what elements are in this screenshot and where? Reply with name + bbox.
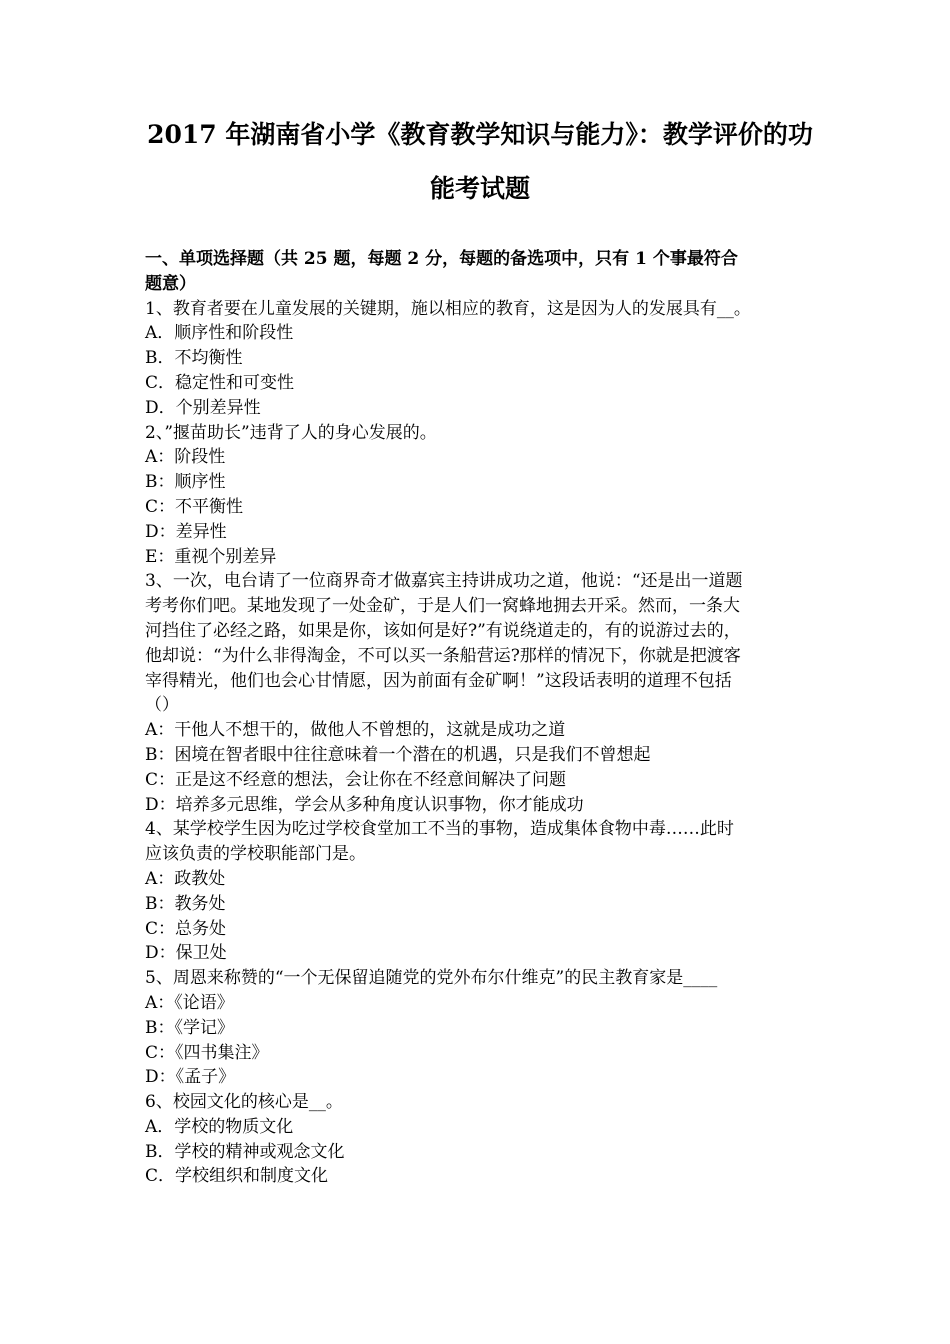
question-stem-line: 应该负责的学校职能部门是。 — [145, 844, 366, 865]
question-stem-line: 5、周恩来称赞的“一个无保留追随党的党外布尔什维克”的民主教育家是____ — [145, 968, 718, 989]
question-content — [145, 247, 813, 1189]
title-line-2: 能考试题 — [429, 174, 530, 203]
answer-option: B：困境在智者眼中往往意味着一个潜在的机遇，只是我们不曾想起 — [145, 744, 651, 765]
answer-option: C：《四书集注》 — [145, 1042, 269, 1063]
answer-option: A：干他人不想干的，做他人不曾想的，这就是成功之道 — [145, 720, 566, 741]
answer-option: B：顺序性 — [145, 472, 226, 493]
answer-option: D：差异性 — [145, 521, 227, 542]
answer-option: A：政教处 — [145, 868, 226, 889]
answer-option: D：保卫处 — [145, 943, 227, 964]
answer-option: A．顺序性和阶段性 — [145, 323, 294, 344]
answer-option: A：阶段性 — [145, 447, 226, 468]
question-stem-line: 他却说：“为什么非得淘金，不可以买一条船营运?那样的情况下，你就是把渡客 — [145, 645, 741, 666]
question-item — [145, 421, 813, 570]
answer-option: A：《论语》 — [145, 992, 234, 1013]
question-item — [145, 817, 813, 966]
answer-option: B：《学记》 — [145, 1017, 234, 1038]
question-stem-line: 2、”揠苗助长”违背了人的身心发展的。 — [145, 422, 437, 443]
answer-option: C：正是这不经意的想法，会让你在不经意间解决了问题 — [145, 769, 567, 790]
answer-option: B：教务处 — [145, 893, 226, 914]
section-heading — [145, 247, 813, 297]
question-stem-line: 3、一次，电台请了一位商界奇才做嘉宾主持讲成功之道，他说：“还是出一道题 — [145, 571, 743, 592]
question-stem-line: （） — [145, 695, 179, 716]
question-stem-line: 河挡住了必经之路，如果是你，该如何是好?”有说绕道走的，有的说游过去的， — [145, 620, 741, 641]
answer-option: D：培养多元思维，学会从多种角度认识事物，你才能成功 — [145, 794, 584, 815]
question-stem-line: 1、教育者要在儿童发展的关键期，施以相应的教育，这是因为人的发展具有__。 — [145, 298, 751, 319]
question-item — [145, 297, 813, 421]
question-item — [145, 1090, 813, 1189]
answer-option: B．不均衡性 — [145, 348, 243, 369]
answer-option: C：不平衡性 — [145, 496, 244, 517]
question-stem-line: 宰得精光，他们也会心甘情愿，因为前面有金矿啊！”这段话表明的道理不包括 — [145, 670, 732, 691]
question-stem-line: 6、校园文化的核心是__。 — [145, 1092, 343, 1113]
answer-option: C．学校组织和制度文化 — [145, 1166, 329, 1187]
answer-option: E：重视个别差异 — [145, 546, 277, 567]
answer-option: D．个别差异性 — [145, 397, 261, 418]
section-heading-line-2: 题意） — [145, 273, 196, 294]
answer-option: B．学校的精神或观念文化 — [145, 1141, 345, 1162]
answer-option: D：《孟子》 — [145, 1067, 236, 1088]
answer-option: A．学校的物质文化 — [145, 1116, 294, 1137]
question-stem-line: 4、某学校学生因为吃过学校食堂加工不当的事物，造成集体食物中毒……此时 — [145, 819, 734, 840]
question-item — [145, 966, 813, 1090]
title-line-1: 2017 年湖南省小学《教育教学知识与能力》：教学评价的功 — [147, 120, 813, 149]
question-item — [145, 569, 813, 817]
page-title — [140, 108, 820, 216]
question-list — [145, 297, 813, 1190]
answer-option: C：总务处 — [145, 918, 227, 939]
section-heading-line-1: 一、单项选择题（共 25 题，每题 2 分，每题的备选项中，只有 1 个事最符合 — [145, 249, 738, 269]
question-stem-line: 考考你们吧。某地发现了一处金矿，于是人们一窝蜂地拥去开采。然而，一条大 — [145, 596, 740, 617]
answer-option: C．稳定性和可变性 — [145, 372, 295, 393]
